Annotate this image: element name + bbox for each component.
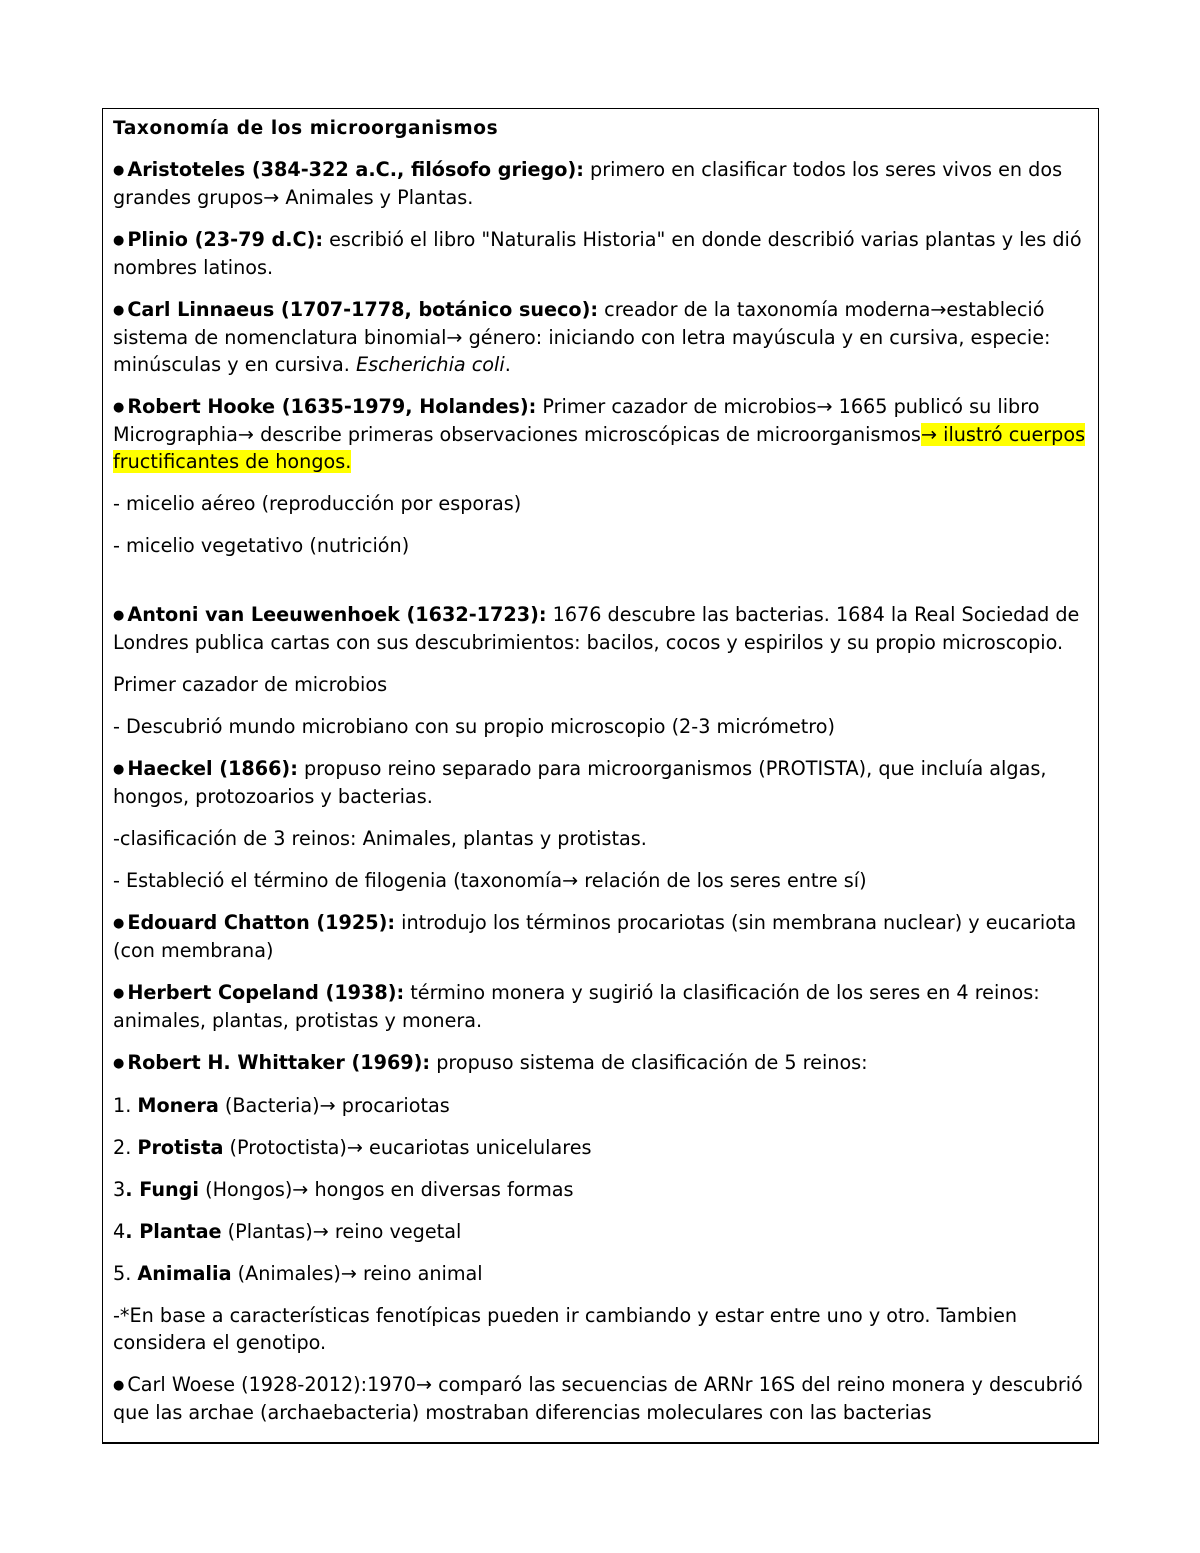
reino-name: . Fungi xyxy=(125,1178,199,1201)
filogenia: - Estableció el término de filogenia (taxonomía→ relación de los seres entre sí) xyxy=(113,869,867,892)
bullet-icon: ● xyxy=(113,400,125,415)
micelio-aereo: - micelio aéreo (reproducción por esporas) xyxy=(113,492,522,515)
entry-leeuwenhoek xyxy=(113,601,1090,656)
reino-name: Protista xyxy=(137,1136,224,1159)
reino-num: 4 xyxy=(113,1220,126,1243)
entry-name: Carl Linnaeus (1707-1778, botánico sueco): xyxy=(127,298,599,321)
entry-text: propuso sistema de clasificación de 5 reinos: xyxy=(430,1051,868,1074)
entry-name: Robert Hooke (1635-1979, Holandes): xyxy=(127,395,537,418)
reino-num: 5. xyxy=(113,1262,138,1285)
entry-text: creador de la taxonomía moderna→estableció sistema de nomenclatura binomial→ género: iniciando con letra mayúscula y en cursiva, especie: minúsculas y en cursiva. xyxy=(113,298,1051,376)
bullet-icon: ● xyxy=(113,1378,125,1393)
entry-woese xyxy=(113,1371,1090,1426)
entry-text: primero en clasificar todos los seres vivos en dos grandes grupos→ Animales y Plantas. xyxy=(113,158,1063,209)
reino-item xyxy=(113,1218,1090,1245)
reino-item xyxy=(113,1176,1090,1203)
entry-text-end: . xyxy=(504,353,511,376)
entry-name: Herbert Copeland (1938): xyxy=(127,981,405,1004)
reino-item xyxy=(113,1260,1090,1287)
document-title: Taxonomía de los microorganismos xyxy=(113,118,499,139)
content-box xyxy=(102,108,1099,1444)
bullet-icon: ● xyxy=(113,762,125,777)
spacer xyxy=(113,574,1090,601)
entry-haeckel xyxy=(113,755,1090,810)
reino-name: . Plantae xyxy=(125,1220,222,1243)
reino-name: Animalia xyxy=(137,1262,232,1285)
entry-text: Carl Woese (1928-2012):1970→ comparó las secuencias de ARNr 16S del reino monera y descubrió que las archae (archaebacteria) mostraban diferencias moleculares con las bacterias xyxy=(113,1373,1083,1424)
entry-text: propuso reino separado para microorganismos (PROTISTA), que incluía algas, hongos, protozoarios y bacterias. xyxy=(113,757,1047,808)
clasificacion-3-reinos: -clasificación de 3 reinos: Animales, plantas y protistas. xyxy=(113,827,647,850)
reino-desc: (Animales)→ reino animal xyxy=(231,1262,483,1285)
bullet-icon: ● xyxy=(113,916,125,931)
entry-name: Antoni van Leeuwenhoek (1632-1723): xyxy=(127,603,547,626)
highlighted-text: → ilustró cuerpos fructificantes de hongos. xyxy=(113,423,1086,473)
reino-num: 3 xyxy=(113,1178,126,1201)
entry-text: Primer cazador de microbios→ 1665 publicó su libro Micrographia→ describe primeras observaciones microscópicas de microorganismos xyxy=(113,395,1040,446)
bullet-icon: ● xyxy=(113,233,125,248)
entry-name: Plinio (23-79 d.C): xyxy=(127,228,324,251)
entry-plinio xyxy=(113,226,1090,281)
entry-text: escribió el libro "Naturalis Historia" en donde describió varias plantas y les dió nombres latinos. xyxy=(113,228,1082,279)
bullet-icon: ● xyxy=(113,163,125,178)
entry-name: Haeckel (1866): xyxy=(127,757,298,780)
reino-num: 1. xyxy=(113,1094,138,1117)
primer-cazador: Primer cazador de microbios xyxy=(113,673,388,696)
example-species: Escherichia coli xyxy=(356,353,505,376)
entry-linnaeus xyxy=(113,296,1090,378)
entry-text: 1676 descubre las bacterias. 1684 la Real Sociedad de Londres publica cartas con sus descubrimientos: bacilos, cocos y espirilos y su propio microscopio. xyxy=(113,603,1080,654)
bullet-icon: ● xyxy=(113,608,125,623)
reino-desc: (Protoctista)→ eucariotas unicelulares xyxy=(223,1136,592,1159)
reino-desc: (Plantas)→ reino vegetal xyxy=(221,1220,462,1243)
entry-chatton xyxy=(113,909,1090,964)
entry-text: término monera y sugirió la clasificación de los seres en 4 reinos: animales, plantas, protistas y monera. xyxy=(113,981,1040,1032)
bullet-icon: ● xyxy=(113,303,125,318)
entry-whittaker xyxy=(113,1049,1090,1077)
fenotipicas-note: -*En base a características fenotípicas pueden ir cambiando y estar entre uno y otro. Tambien considera el genotipo. xyxy=(113,1304,1018,1354)
reino-item xyxy=(113,1134,1090,1161)
reino-name: Monera xyxy=(137,1094,219,1117)
reino-desc: (Bacteria)→ procariotas xyxy=(218,1094,450,1117)
entry-hooke xyxy=(113,393,1090,475)
entry-name: Edouard Chatton (1925): xyxy=(127,911,396,934)
micelio-vegetativo: - micelio vegetativo (nutrición) xyxy=(113,534,410,557)
reino-num: 2. xyxy=(113,1136,138,1159)
entry-name: Aristoteles (384-322 a.C., filósofo griego): xyxy=(127,158,584,181)
reino-desc: (Hongos)→ hongos en diversas formas xyxy=(198,1178,574,1201)
descubrio-mundo: - Descubrió mundo microbiano con su propio microscopio (2-3 micrómetro) xyxy=(113,715,835,738)
reino-item xyxy=(113,1092,1090,1119)
entry-copeland xyxy=(113,979,1090,1034)
entry-name: Robert H. Whittaker (1969): xyxy=(127,1051,431,1074)
bullet-icon: ● xyxy=(113,986,125,1001)
entry-text: introdujo los términos procariotas (sin membrana nuclear) y eucariota (con membrana) xyxy=(113,911,1077,962)
bullet-icon: ● xyxy=(113,1056,125,1071)
entry-aristoteles xyxy=(113,156,1090,211)
